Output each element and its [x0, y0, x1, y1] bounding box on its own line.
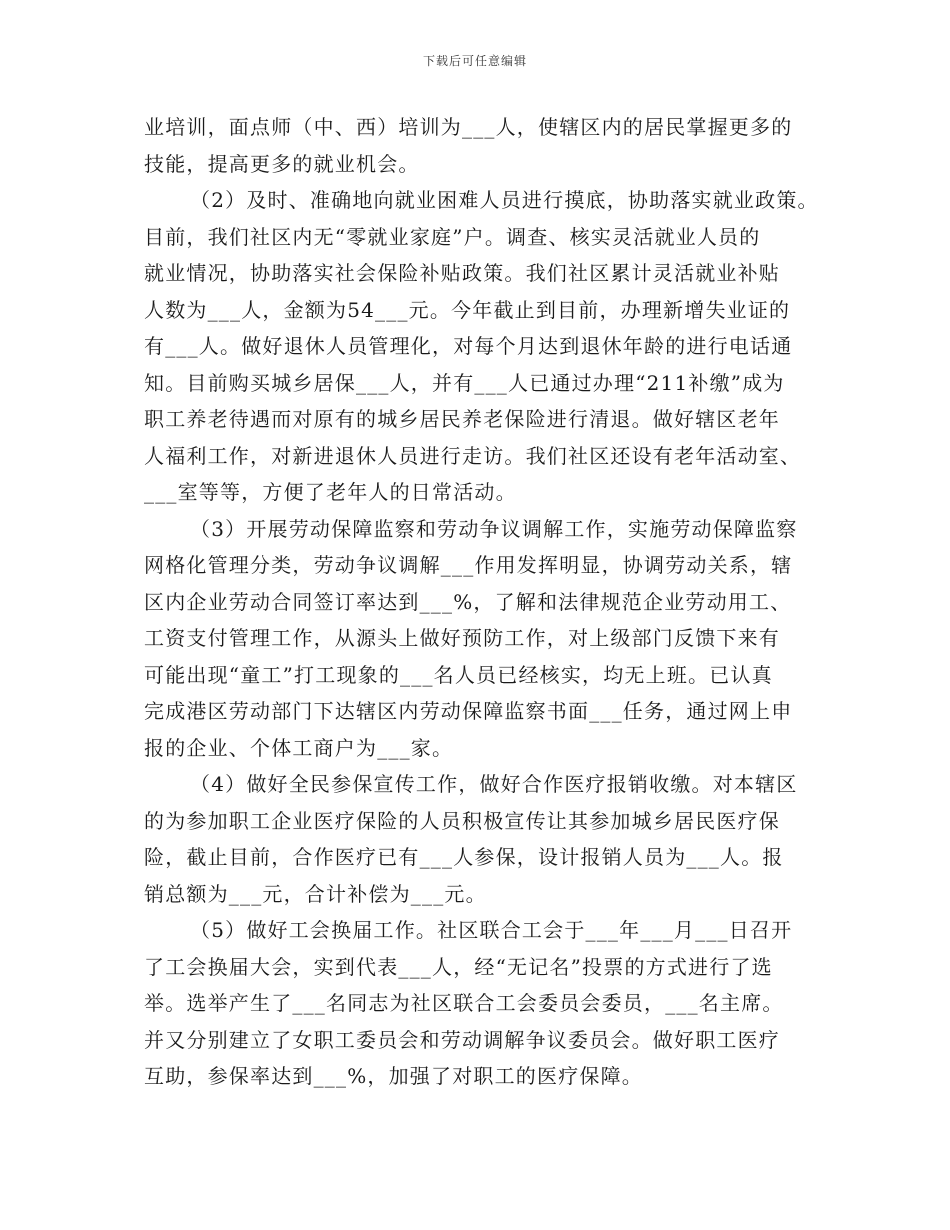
text-line: 区内企业劳动合同签订率达到___%，了解和法律规范企业劳动用工、 [144, 589, 792, 614]
text-line: 了工会换届大会，实到代表___人，经“无记名”投票的方式进行了选 [144, 954, 773, 979]
text-line: 目前，我们社区内无“零就业家庭”户。调查、核实灵活就业人员的 [144, 224, 761, 249]
text-line: 就业情况，协助落实社会保险补贴政策。我们社区累计灵活就业补贴 [144, 261, 780, 285]
text-line: 技能，提高更多的就业机会。 [144, 151, 420, 176]
paragraph-2-start: （2）及时、准确地向就业困难人员进行摸底，协助落实就业政策。 [190, 188, 819, 212]
text-line: 并又分别建立了女职工委员会和劳动调解争议委员会。做好职工医疗 [144, 1027, 780, 1052]
paragraph-3-start: （3）开展劳动保障监察和劳动争议调解工作，实施劳动保障监察 [190, 516, 798, 541]
text-line: 销总额为___元，合计补偿为___元。 [144, 881, 487, 906]
text-line: 业培训，面点师（中、西）培训为___人，使辖区内的居民掌握更多的 [144, 115, 793, 139]
text-line: 互助，参保率达到___%，加强了对职工的医疗保障。 [144, 1064, 644, 1088]
text-line: 完成港区劳动部门下达辖区内劳动保障监察书面___任务，通过网上申 [144, 699, 793, 723]
text-line: 人数为___人，金额为54___元。今年截止到目前，办理新增失业证的 [144, 297, 791, 322]
paragraph-5-start: （5）做好工会换届工作。社区联合工会于___年___月___日召开 [190, 918, 793, 942]
text-line: 人福利工作，对新进退休人员进行走访。我们社区还设有老年活动室、 [144, 443, 802, 468]
text-line: 举。选举产生了___名同志为社区联合工会委员会委员，___名主席。 [144, 991, 784, 1015]
text-line: ___室等等，方便了老年人的日常活动。 [144, 480, 517, 504]
text-line: 工资支付管理工作，从源头上做好预防工作，对上级部门反馈下来有 [144, 626, 780, 650]
text-line: 的为参加职工企业医疗保险的人员积极宣传让其参加城乡居民医疗保 [144, 808, 780, 833]
document-body [144, 109, 819, 1095]
text-line: 可能出现“童工”打工现象的___名人员已经核实，均无上班。已认真 [144, 662, 773, 687]
text-line: 有___人。做好退休人员管理化，对每个月达到退休年龄的进行电话通 [144, 334, 793, 358]
paragraph-4-start: （4）做好全民参保宣传工作，做好合作医疗报销收缴。对本辖区 [190, 772, 798, 796]
text-line: 知。目前购买城乡居保___人，并有___人已通过办理“211补缴”成为 [144, 370, 785, 395]
text-line: 报的企业、个体工商户为___家。 [144, 735, 454, 760]
text-line: 职工养老待遇而对原有的城乡居民养老保险进行清退。做好辖区老年 [144, 407, 780, 431]
text-line: 险，截止目前，合作医疗已有___人参保，设计报销人员为___人。报 [144, 845, 784, 869]
page-header: 下载后可任意编辑 [422, 54, 527, 68]
text-line: 网格化管理分类，劳动争议调解___作用发挥明显，协调劳动关系，辖 [144, 553, 793, 577]
